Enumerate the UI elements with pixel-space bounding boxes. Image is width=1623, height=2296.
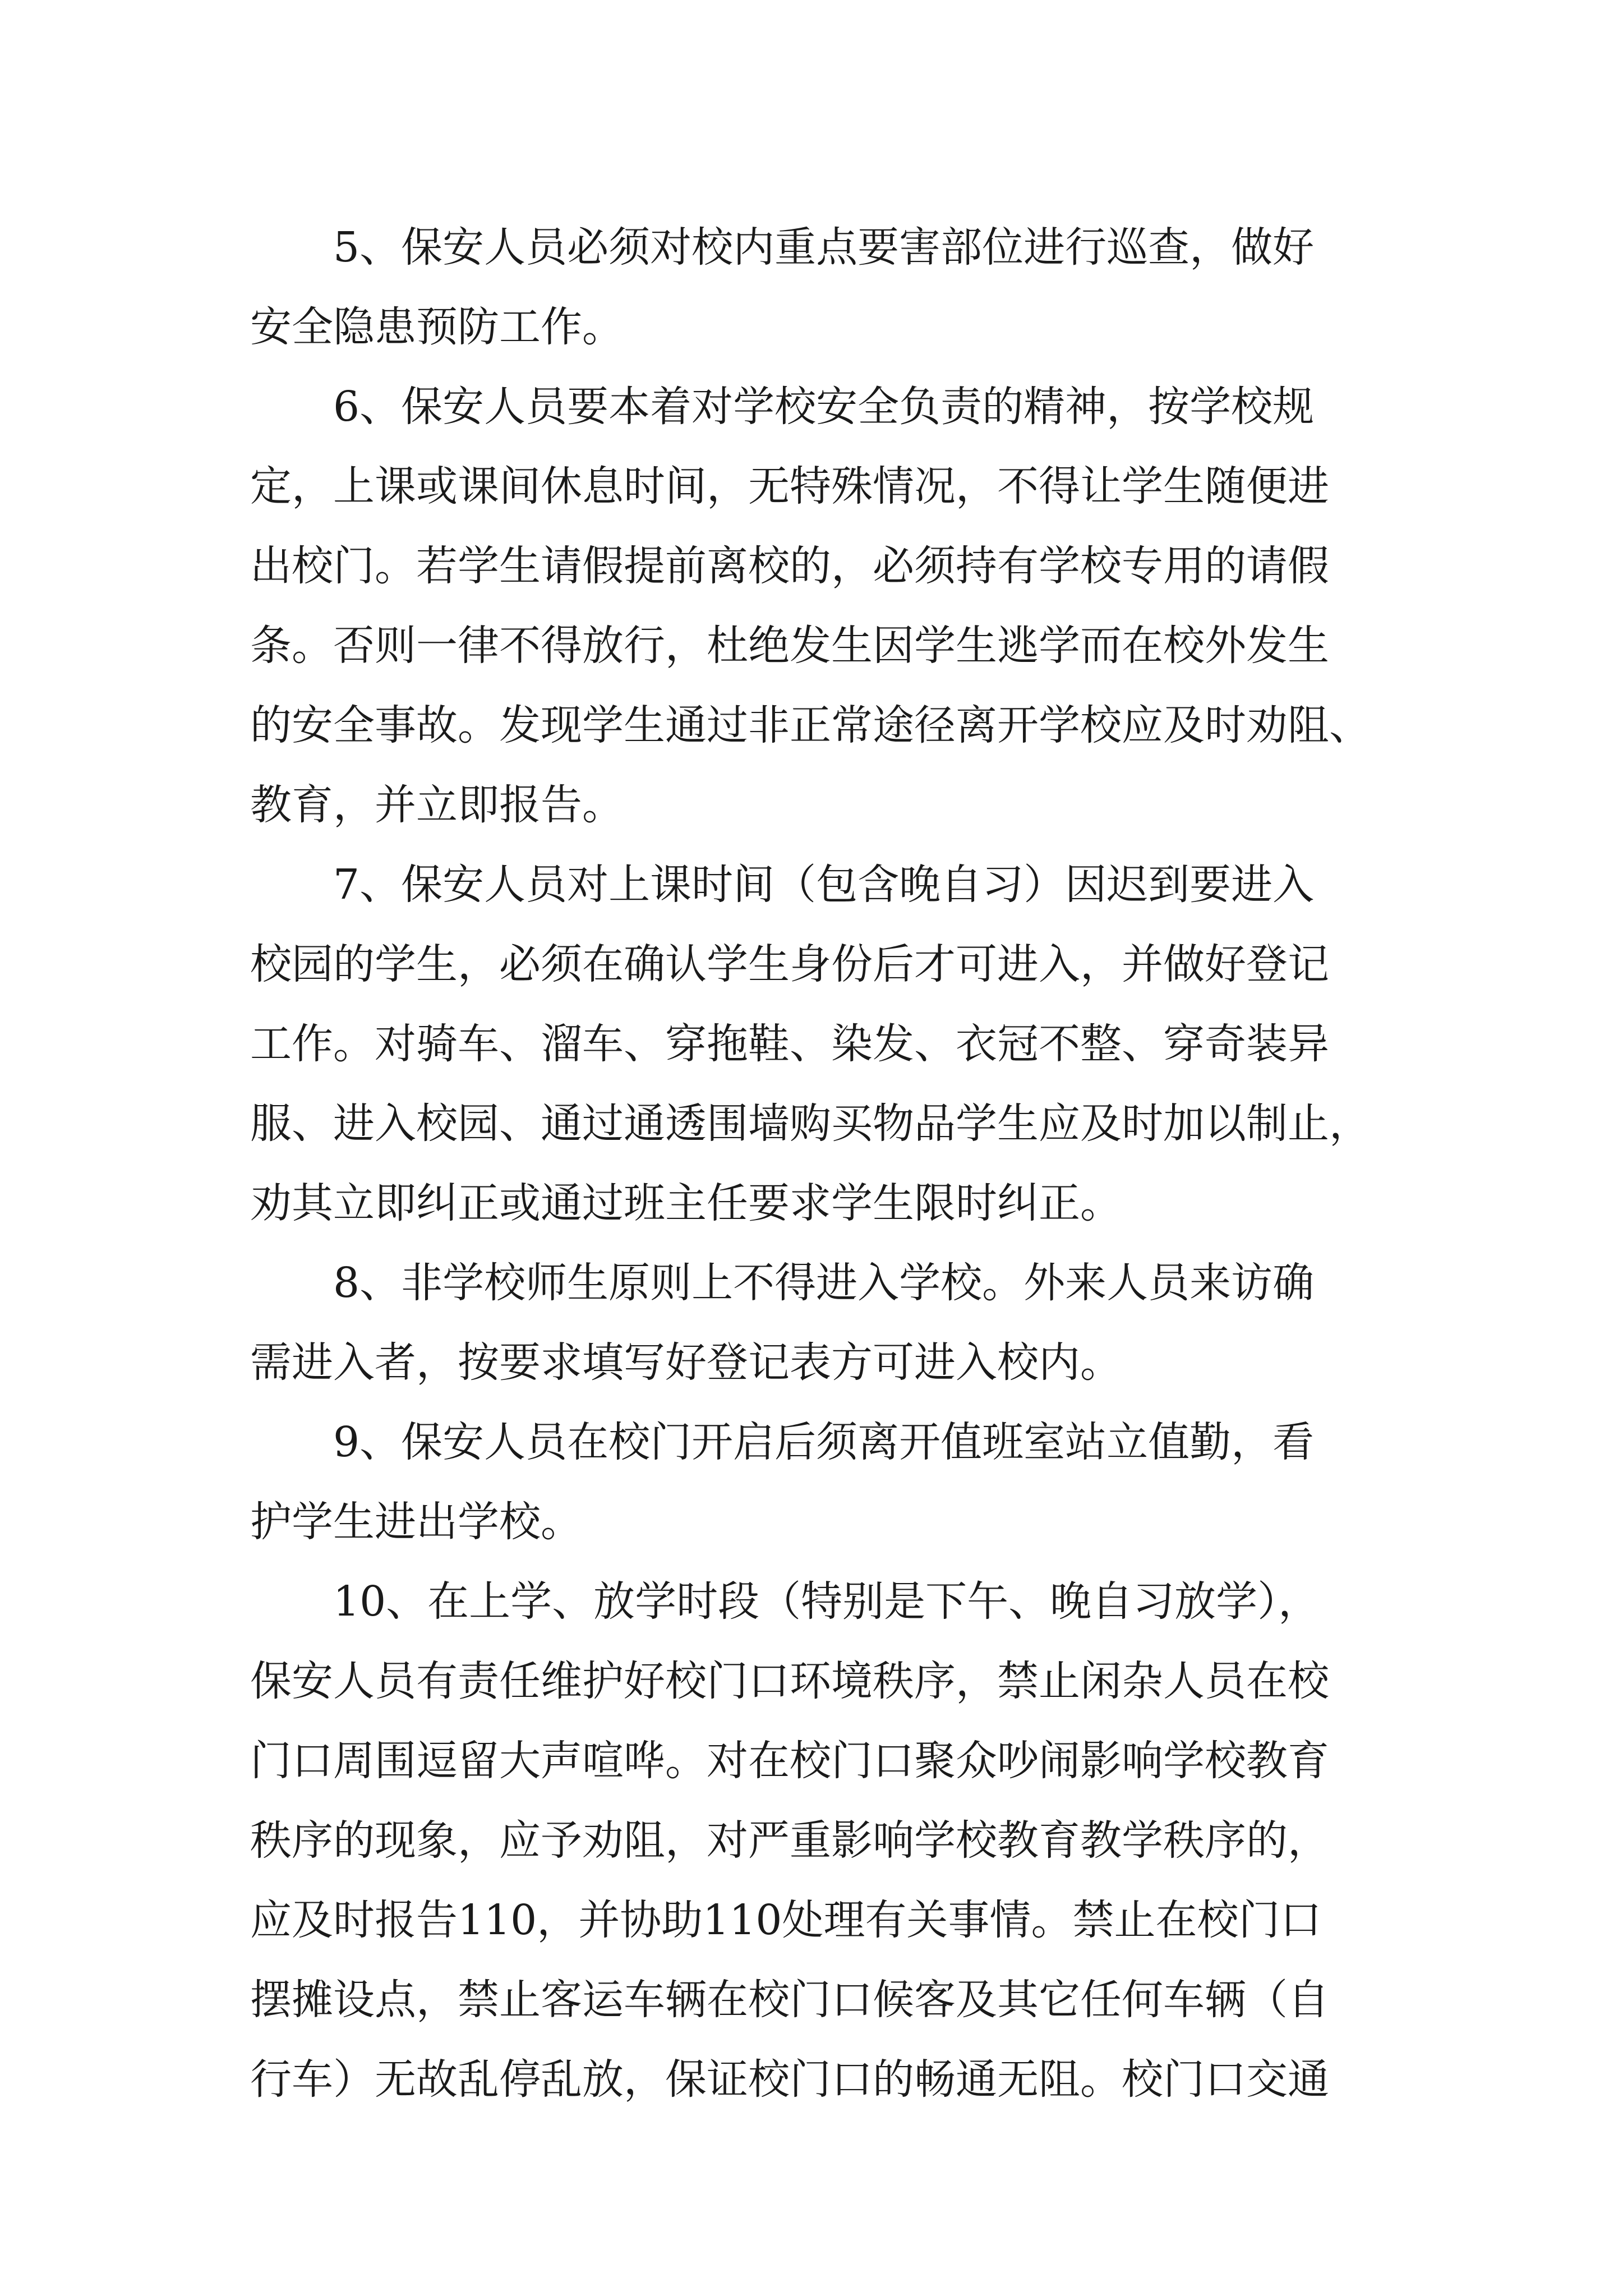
text-line: 行车）无故乱停乱放，保证校门口的畅通无阻。校门口交通 bbox=[250, 2055, 1329, 2104]
text-line: 5、保安人员必须对校内重点要害部位进行巡查，做好 bbox=[333, 223, 1315, 272]
document-body bbox=[250, 208, 1372, 2119]
text-line: 定，上课或课间休息时间，无特殊情况，不得让学生随便进 bbox=[250, 462, 1329, 510]
text-line: 劝其立即纠正或通过班主任要求学生限时纠正。 bbox=[250, 1179, 1122, 1227]
text-line: 7、保安人员对上课时间（包含晚自习）因迟到要进入 bbox=[333, 861, 1315, 909]
text-line: 秩序的现象，应予劝阻，对严重影响学校教育教学秩序的， bbox=[250, 1816, 1329, 1865]
text-line: 10、在上学、放学时段（特别是下午、晚自习放学）， bbox=[333, 1577, 1320, 1626]
text-line: 的安全事故。发现学生通过非正常途径离开学校应及时劝阻、 bbox=[250, 701, 1371, 749]
text-line: 应及时报告110，并协助110处理有关事情。禁止在校门口 bbox=[250, 1896, 1322, 1944]
text-line: 8、非学校师生原则上不得进入学校。外来人员来访确 bbox=[333, 1259, 1315, 1307]
text-line: 保安人员有责任维护好校门口环境秩序，禁止闲杂人员在校 bbox=[250, 1657, 1329, 1705]
text-line: 9、保安人员在校门开启后须离开值班室站立值勤，看 bbox=[333, 1418, 1315, 1466]
text-line: 需进入者，按要求填写好登记表方可进入校内。 bbox=[250, 1338, 1122, 1387]
text-line: 门口周围逗留大声喧哗。对在校门口聚众吵闹影响学校教育 bbox=[250, 1737, 1329, 1785]
text-line: 条。否则一律不得放行，杜绝发生因学生逃学而在校外发生 bbox=[250, 622, 1329, 670]
text-line: 校园的学生，必须在确认学生身份后才可进入，并做好登记 bbox=[250, 940, 1329, 988]
text-line: 护学生进出学校。 bbox=[250, 1498, 582, 1546]
text-line: 服、进入校园、通过通透围墙购买物品学生应及时加以制止， bbox=[250, 1099, 1371, 1148]
text-line: 6、保安人员要本着对学校安全负责的精神，按学校规 bbox=[333, 383, 1315, 431]
text-line: 出校门。若学生请假提前离校的，必须持有学校专用的请假 bbox=[250, 542, 1329, 590]
text-line: 教育，并立即报告。 bbox=[250, 781, 624, 829]
text-line: 安全隐患预防工作。 bbox=[250, 303, 624, 351]
text-line: 工作。对骑车、溜车、穿拖鞋、染发、衣冠不整、穿奇装异 bbox=[250, 1020, 1329, 1068]
text-line: 摆摊设点，禁止客运车辆在校门口候客及其它任何车辆（自 bbox=[250, 1976, 1329, 2024]
